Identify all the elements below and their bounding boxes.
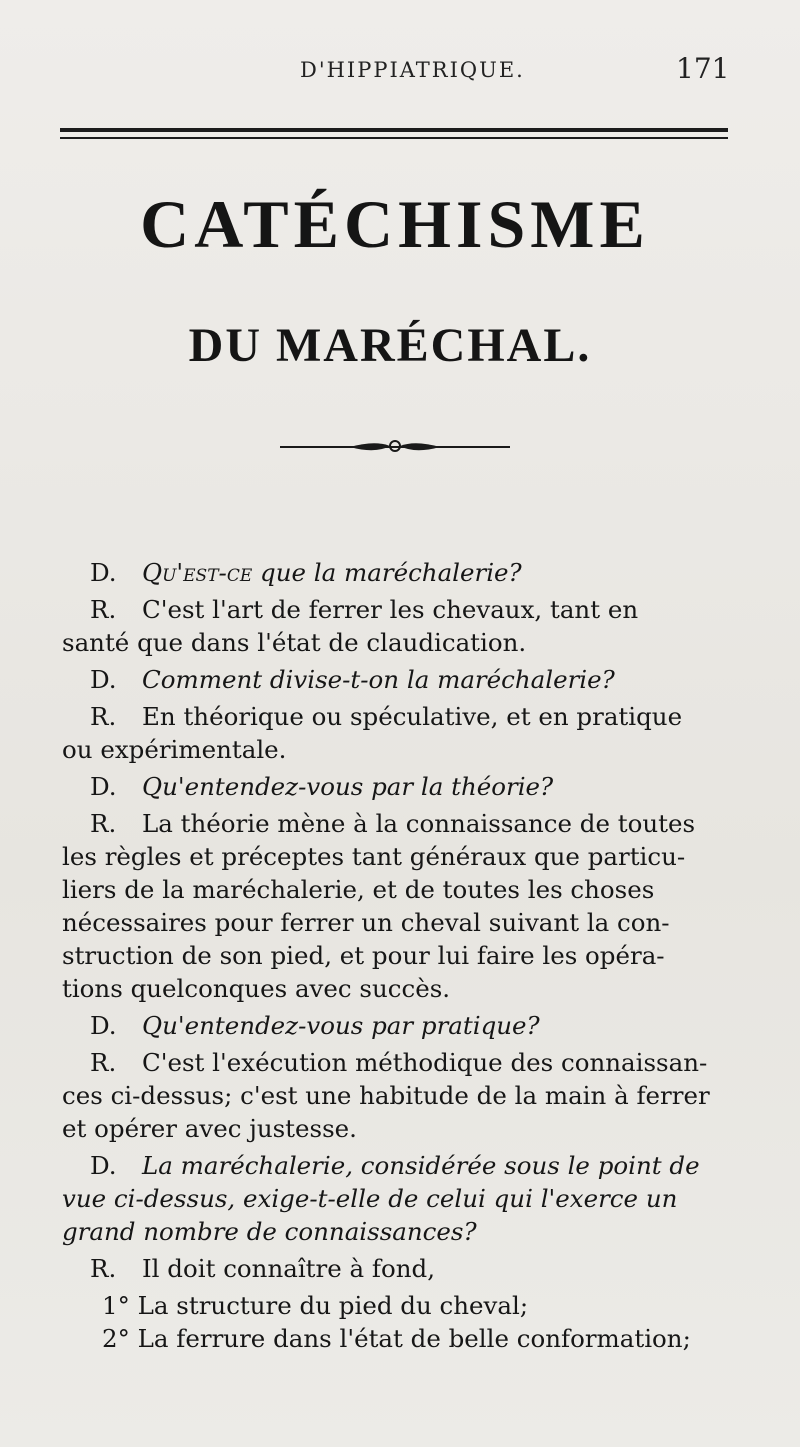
page-number: 171 [676, 52, 730, 85]
text-line [62, 1252, 728, 1285]
answer-paragraph [62, 1252, 728, 1285]
text-line [62, 1009, 728, 1042]
speaker-label: R. [90, 809, 117, 838]
question-lead: Qu'est-ce [142, 558, 253, 587]
line-text: santé que dans l'état de claudication. [62, 628, 527, 657]
text-line [62, 807, 728, 840]
running-head [0, 52, 800, 92]
line-text: ces ci-dessus; c'est une habitude de la main à ferrer [62, 1081, 710, 1110]
line-text: Il doit connaître à fond, [142, 1254, 435, 1283]
text-line [62, 1149, 728, 1182]
text-line [62, 906, 728, 939]
enumerated-item [62, 1289, 728, 1322]
line-text: grand nombre de connaissances? [62, 1217, 477, 1246]
line-text: nécessaires pour ferrer un cheval suivant la con- [62, 908, 670, 937]
item-text: La ferrure dans l'état de belle conformation; [129, 1324, 691, 1353]
item-marker: 2° [102, 1324, 130, 1353]
text-line [62, 663, 728, 696]
question-paragraph [62, 663, 728, 696]
line-text: Comment divise-t-on la maréchalerie? [142, 665, 615, 694]
text-line [62, 556, 728, 589]
catechism-text [62, 556, 728, 1355]
text-line [62, 733, 728, 766]
question-paragraph [62, 1149, 728, 1248]
answer-paragraph [62, 1046, 728, 1145]
running-head-title: D'HIPPIATRIQUE. [300, 58, 525, 82]
line-text: liers de la maréchalerie, et de toutes les choses [62, 875, 655, 904]
speaker-label: D. [90, 1011, 117, 1040]
text-line [62, 1182, 728, 1215]
line-text: Qu'entendez-vous par la théorie? [142, 772, 554, 801]
speaker-label: D. [90, 1151, 117, 1180]
text-line [62, 939, 728, 972]
question-paragraph [62, 556, 728, 589]
text-line [62, 1112, 728, 1145]
enumerated-item [62, 1322, 728, 1355]
item-marker: 1° [102, 1291, 130, 1320]
question-paragraph [62, 770, 728, 803]
line-text: les règles et préceptes tant généraux que particu- [62, 842, 686, 871]
text-line [62, 593, 728, 626]
speaker-label: R. [90, 1048, 117, 1077]
ornament-divider [280, 432, 510, 462]
speaker-label: R. [90, 702, 117, 731]
chapter-title: CATÉCHISME [140, 186, 650, 262]
line-text: que la maréchalerie? [252, 558, 522, 587]
header-rule-thin [60, 137, 728, 139]
text-line [62, 700, 728, 733]
answer-paragraph [62, 807, 728, 1005]
line-text: La théorie mène à la connaissance de toutes [142, 809, 696, 838]
line-text: C'est l'art de ferrer les chevaux, tant en [142, 595, 639, 624]
header-rule-thick [60, 128, 728, 132]
line-text: C'est l'exécution méthodique des connaissan- [142, 1048, 708, 1077]
speaker-label: D. [90, 558, 117, 587]
line-text: et opérer avec justesse. [62, 1114, 357, 1143]
speaker-label: D. [90, 665, 117, 694]
answer-paragraph [62, 700, 728, 766]
line-text: En théorique ou spéculative, et en pratique [142, 702, 683, 731]
text-line [62, 770, 728, 803]
line-text: struction de son pied, et pour lui faire les opéra- [62, 941, 665, 970]
line-text: Qu'entendez-vous par pratique? [142, 1011, 540, 1040]
line-text: tions quelconques avec succès. [62, 974, 451, 1003]
line-text: La maréchalerie, considérée sous le point de [142, 1151, 700, 1180]
answer-paragraph [62, 593, 728, 659]
speaker-label: R. [90, 595, 117, 624]
text-line [62, 972, 728, 1005]
text-line [62, 1079, 728, 1112]
question-paragraph [62, 1009, 728, 1042]
line-text: ou expérimentale. [62, 735, 287, 764]
line-text: vue ci-dessus, exige-t-elle de celui qui l'exerce un [62, 1184, 678, 1213]
item-text: La structure du pied du cheval; [129, 1291, 529, 1320]
speaker-label: R. [90, 1254, 117, 1283]
text-line [62, 840, 728, 873]
text-line [62, 1215, 728, 1248]
text-line [62, 626, 728, 659]
chapter-subtitle: DU MARÉCHAL. [188, 319, 592, 372]
speaker-label: D. [90, 772, 117, 801]
text-line [62, 1046, 728, 1079]
text-line [62, 873, 728, 906]
